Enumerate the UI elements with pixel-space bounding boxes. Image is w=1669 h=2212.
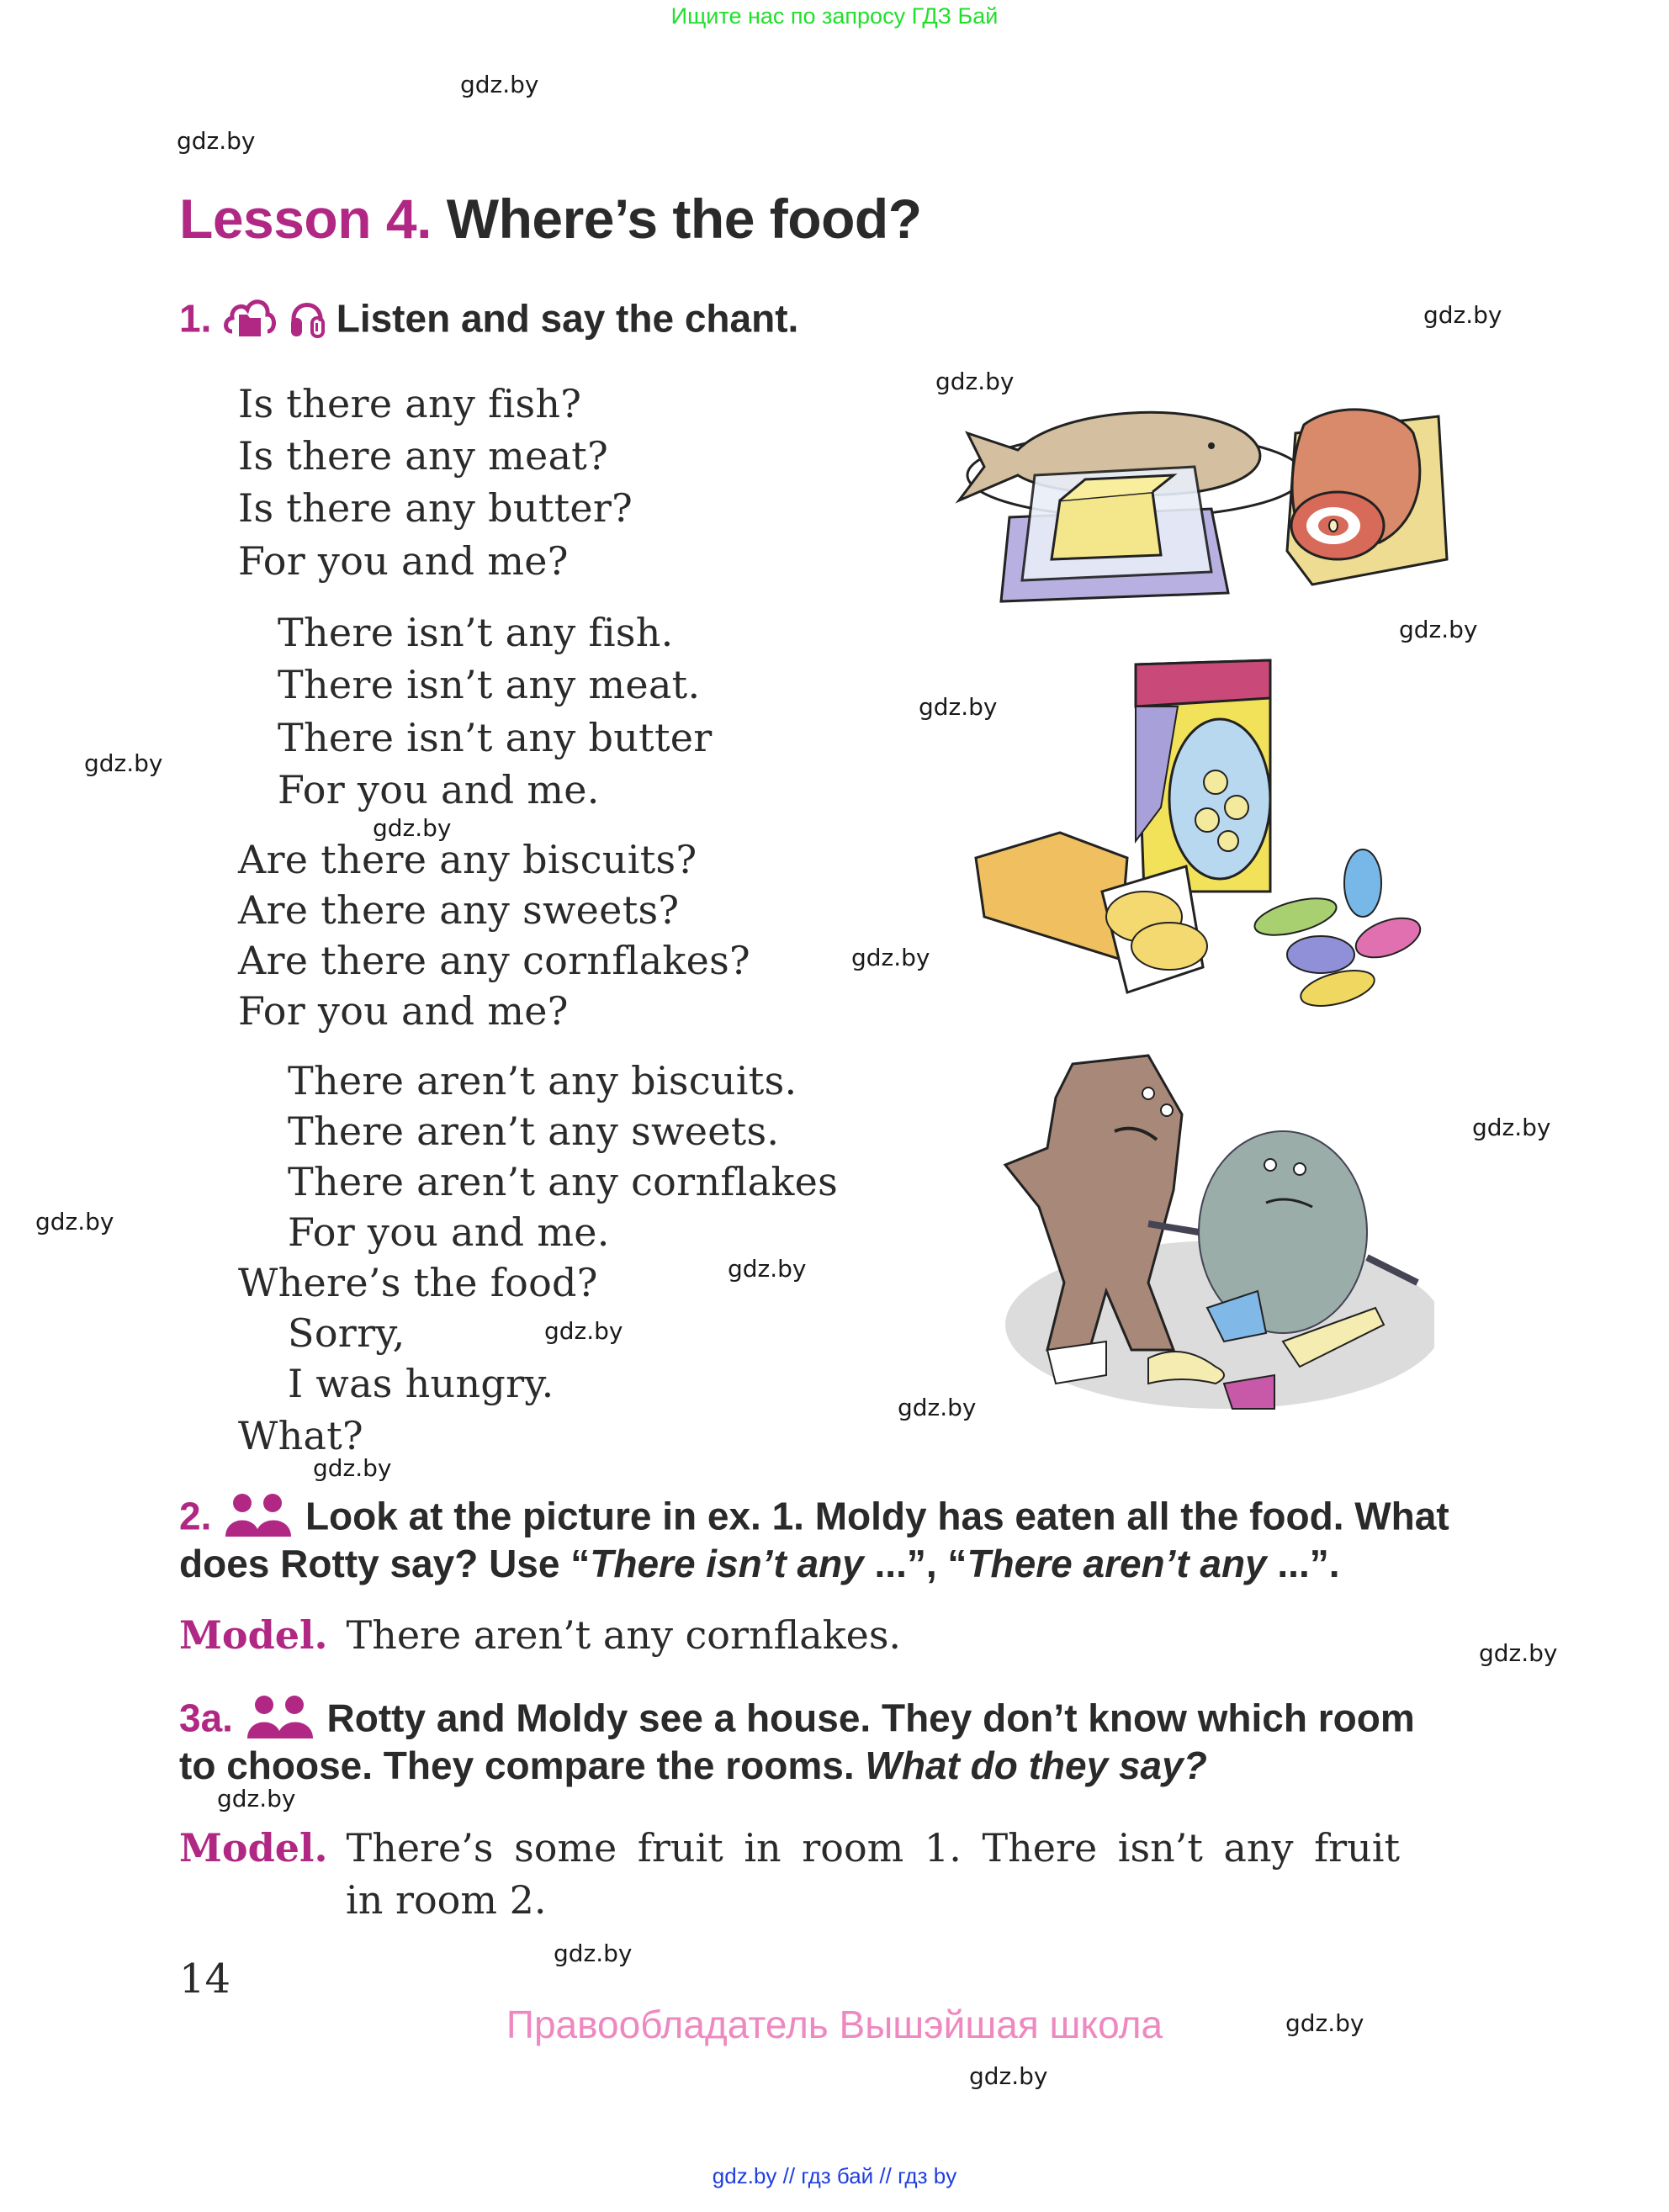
exercise-2-model: [179, 1612, 901, 1658]
watermark: gdz.by: [1472, 1114, 1551, 1141]
watermark: gdz.by: [35, 1208, 114, 1236]
exercise-3a-text-line-2: to choose. They compare the rooms.: [179, 1744, 866, 1787]
exercise-1-number: 1.: [179, 296, 212, 341]
chant-line: There isn’t any butter: [278, 715, 713, 760]
chant-line: Are there any cornflakes?: [238, 938, 750, 983]
top-banner: Ищите нас по запросу ГДЗ Бай: [670, 3, 999, 29]
exercise-1-instruction: Listen and say the chant.: [336, 296, 799, 341]
exercise-2-italic-2: There aren’t any: [967, 1542, 1267, 1585]
pair-work-icon: [222, 1493, 294, 1546]
pair-work-icon: [244, 1695, 316, 1748]
chant-line: Sorry,: [288, 1310, 405, 1356]
chant-line: There aren’t any sweets.: [288, 1109, 780, 1154]
model-label: Model.: [179, 1825, 328, 1871]
lesson-number: Lesson 4.: [179, 188, 432, 250]
watermark: gdz.by: [460, 71, 539, 98]
watermark: gdz.by: [1423, 301, 1502, 329]
exercise-2-heading-line-1: [179, 1493, 1449, 1546]
cornflakes-biscuits-sweets-illustration: [967, 639, 1439, 1009]
rotty-and-moldy-illustration: [980, 1039, 1434, 1417]
lesson-name: Where’s the food?: [446, 188, 922, 250]
headphones-icon: [289, 294, 326, 349]
watermark: gdz.by: [935, 368, 1015, 395]
cloud-folder-icon: [222, 294, 278, 349]
chant-line: Is there any butter?: [238, 485, 633, 531]
exercise-2-text-line-1: Look at the picture in ex. 1. Moldy has eaten all the food. What: [305, 1494, 1449, 1538]
model-text: There aren’t any cornflakes.: [346, 1612, 902, 1658]
exercise-2-text-suffix: ...”.: [1266, 1542, 1340, 1585]
lesson-title: [179, 187, 922, 251]
chant-line: For you and me?: [238, 538, 569, 584]
exercise-2-text-prefix: does Rotty say? Use “: [179, 1542, 591, 1585]
exercise-3a-heading-line-1: [179, 1695, 1415, 1748]
chant-line: For you and me.: [278, 767, 600, 812]
exercise-3a-model: [179, 1825, 1400, 1871]
watermark: gdz.by: [969, 2062, 1048, 2090]
exercise-3a-heading-line-2: [179, 1743, 1207, 1788]
chant-line: Is there any meat?: [238, 433, 609, 479]
chant-line: What?: [238, 1413, 363, 1458]
chant-line: There isn’t any fish.: [278, 610, 674, 655]
watermark: gdz.by: [554, 1939, 633, 1967]
watermark: gdz.by: [1285, 2009, 1364, 2037]
model-text-line-2: in room 2.: [346, 1877, 547, 1923]
chant-line: For you and me.: [288, 1209, 610, 1255]
chant-line: There isn’t any meat.: [278, 662, 701, 707]
exercise-3a-text-line-1: Rotty and Moldy see a house. They don’t know which room: [326, 1696, 1415, 1740]
rights-holder: Правообладатель Вышэйшая школа: [506, 2003, 1163, 2046]
watermark: gdz.by: [313, 1454, 392, 1482]
watermark: gdz.by: [728, 1255, 807, 1283]
exercise-2-text-mid: ...”, “: [863, 1542, 967, 1585]
chant-line: There aren’t any cornflakes: [288, 1159, 839, 1204]
watermark: gdz.by: [1399, 616, 1478, 643]
watermark: gdz.by: [1479, 1639, 1558, 1667]
exercise-2-italic-1: There isn’t any: [590, 1542, 864, 1585]
fish-butter-meat-illustration: [942, 383, 1464, 610]
watermark: gdz.by: [84, 749, 163, 777]
exercise-1-heading: [179, 294, 798, 349]
chant-line: Are there any biscuits?: [238, 837, 697, 882]
page-number: 14: [179, 1955, 231, 2003]
watermark: gdz.by: [544, 1317, 623, 1345]
model-text-line-1: There’s some fruit in room 1. There isn’t any fruit: [346, 1825, 1400, 1871]
watermark: gdz.by: [373, 814, 452, 842]
exercise-2-heading-line-2: [179, 1541, 1340, 1586]
exercise-3a-number: 3a.: [179, 1696, 233, 1740]
chant-line: Where’s the food?: [238, 1260, 598, 1305]
exercise-2-number: 2.: [179, 1494, 212, 1538]
watermark: gdz.by: [919, 693, 998, 721]
watermark: gdz.by: [851, 944, 930, 971]
chant-line: For you and me?: [238, 988, 569, 1034]
watermark: gdz.by: [217, 1785, 296, 1812]
chant-line: Is there any fish?: [238, 381, 582, 426]
chant-line: Are there any sweets?: [238, 887, 680, 933]
model-label: Model.: [179, 1612, 328, 1658]
exercise-3a-italic: What do they say?: [865, 1744, 1207, 1787]
chant-line: I was hungry.: [288, 1361, 554, 1406]
chant-line: There aren’t any biscuits.: [288, 1058, 797, 1103]
bottom-links[interactable]: gdz.by // гдз бай // гдз by: [712, 2163, 957, 2188]
watermark: gdz.by: [898, 1394, 977, 1421]
watermark: gdz.by: [177, 127, 256, 155]
